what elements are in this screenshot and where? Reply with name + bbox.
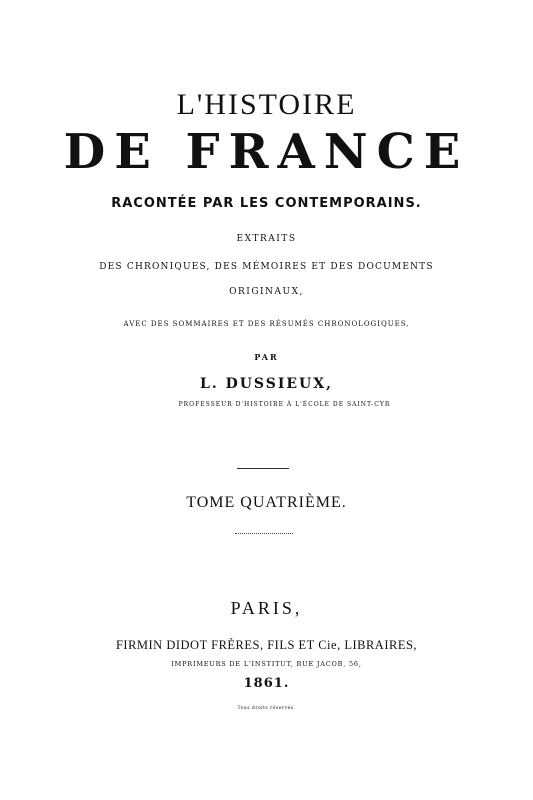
title-line-1: L'HISTOIRE [176,88,357,121]
place: PARIS, [230,598,303,618]
printer-line: IMPRIMEURS DE L'INSTITUT, RUE JACOB, 56, [171,660,362,668]
rights-note: Tous droits réservés. [237,706,296,711]
volume-label: TOME QUATRIÈME. [186,494,347,511]
subtitle: RACONTÉE PAR LES CONTEMPORAINS. [111,196,422,211]
par-label: PAR [254,352,279,362]
sources-line: DES CHRONIQUES, DES MÉMOIRES ET DES DOCUMENTS [99,262,434,272]
sommaires-line: AVEC DES SOMMAIRES ET DES RÉSUMÉS CHRONOLOGIQUES, [123,320,410,328]
author-name: L. DUSSIEUX, [199,376,334,392]
author-title: PROFESSEUR D'HISTOIRE À L'ÉCOLE DE SAINT-CYR [178,401,391,408]
year: 1861. [243,676,290,691]
title-line-2: DE FRANCE [63,124,470,180]
extraits-label: EXTRAITS [236,234,297,244]
bottom-divider [235,533,293,534]
publisher: FIRMIN DIDOT FRÈRES, FILS ET Cie, LIBRAIRES, [115,638,418,652]
originaux-line: ORIGINAUX, [229,287,304,297]
top-divider [237,468,289,469]
